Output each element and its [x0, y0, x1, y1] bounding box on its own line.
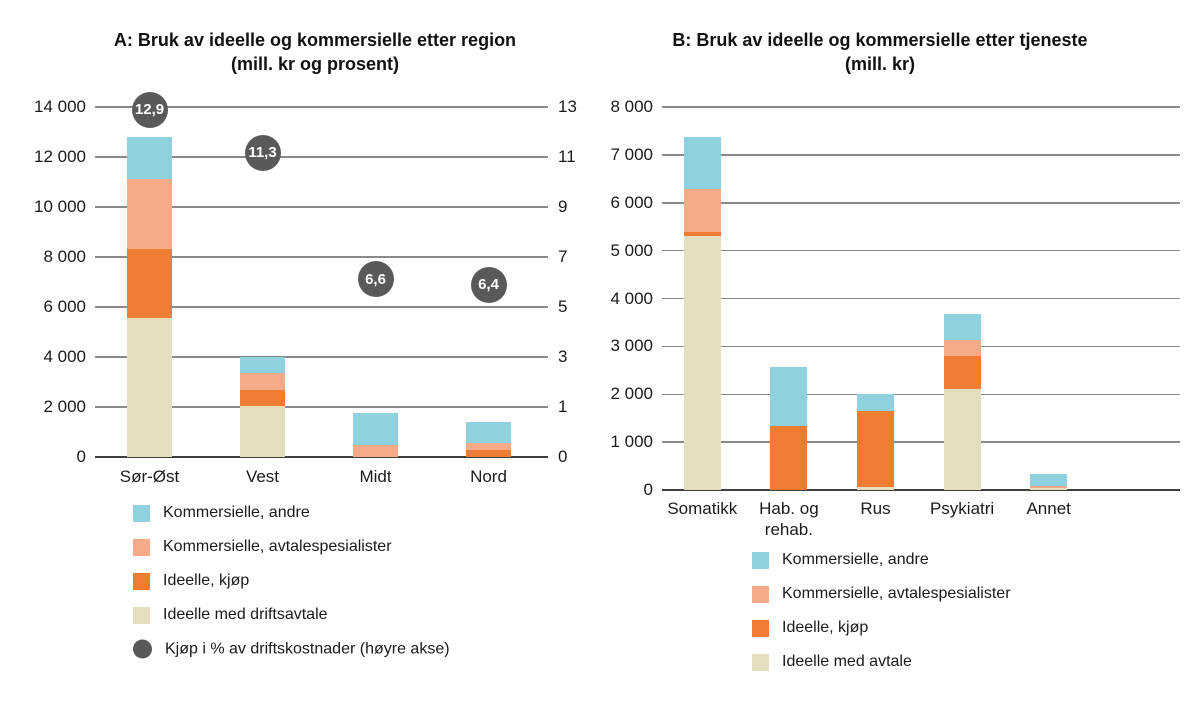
x-axis-category-label: Annet [1026, 499, 1071, 518]
x-axis-category-label: Rus [860, 499, 891, 518]
bar-segment [770, 426, 807, 490]
legend-swatch [752, 654, 769, 671]
bar-segment [944, 356, 981, 389]
legend-swatch [133, 607, 150, 624]
chart-title-a-line2: (mill. kr og prosent) [230, 54, 399, 74]
percent-marker: 6,4 [471, 267, 507, 303]
legend-item-label: Kommersielle, andre [163, 504, 310, 521]
gridline [662, 394, 1180, 396]
gridline [662, 202, 1180, 204]
bar-segment [857, 487, 894, 490]
gridline [662, 441, 1180, 443]
bar-segment [466, 450, 511, 458]
bar-segment [684, 236, 721, 490]
legend-item-label: Ideelle med avtale [782, 653, 912, 670]
gridline [662, 346, 1180, 348]
y-axis-left-tick-label: 3 000 [610, 336, 653, 356]
y-axis-left-tick-label: 1 000 [610, 432, 653, 452]
bar-segment [944, 340, 981, 356]
y-axis-left-tick-label: 12 000 [34, 147, 86, 166]
legend-swatch [133, 573, 150, 590]
y-axis-left-tick-label: 10 000 [34, 197, 86, 216]
y-axis-right-tick-label: 9 [558, 197, 568, 216]
chart-title-a [75, 28, 555, 76]
y-axis-left-tick-label: 2 000 [43, 397, 86, 416]
bar-segment [1030, 488, 1067, 490]
y-axis-right-tick-label: 13 [558, 97, 577, 116]
bar-segment [1030, 486, 1067, 487]
percent-marker: 6,6 [358, 261, 394, 297]
y-axis-left-tick-label: 14 000 [34, 97, 86, 116]
legend-item [133, 640, 450, 659]
y-axis-right-tick-label: 0 [558, 447, 568, 466]
y-axis-right-tick-label: 3 [558, 347, 568, 366]
y-axis-left-tick-label: 6 000 [610, 192, 653, 212]
bar-segment [466, 443, 511, 450]
y-axis-left-tick-label: 2 000 [610, 384, 653, 404]
chart-title-b [640, 28, 1120, 76]
legend-swatch [752, 586, 769, 603]
y-axis-left-tick-label: 8 000 [43, 247, 86, 266]
y-axis-right-tick-label: 11 [558, 147, 576, 166]
chart-title-a-line1: A: Bruk av ideelle og kommersielle etter region [113, 30, 517, 50]
legend-item-label: Kommersielle, avtalespesialister [163, 538, 392, 555]
legend-item-label: Kommersielle, avtalespesialister [782, 585, 1011, 602]
y-axis-left-tick-label: 4 000 [610, 288, 653, 308]
percent-marker: 12,9 [132, 92, 168, 128]
bar-segment [353, 413, 398, 445]
legend-item [133, 572, 249, 590]
bar-segment [684, 189, 721, 232]
legend-item-label: Ideelle, kjøp [782, 619, 869, 636]
y-axis-left-tick-label: 0 [643, 480, 653, 499]
legend-item [752, 653, 912, 671]
bar-segment [127, 318, 172, 457]
x-axis-category-label: Midt [359, 467, 392, 486]
legend-swatch [133, 539, 150, 556]
bar-segment [240, 357, 285, 373]
percent-marker: 11,3 [245, 135, 281, 171]
x-axis-category-label: Hab. og rehab. [759, 499, 819, 539]
legend-item-label: Ideelle med driftsavtale [163, 606, 328, 623]
bar-segment [127, 137, 172, 179]
y-axis-left-tick-label: 4 000 [43, 347, 86, 366]
bar-segment [127, 249, 172, 318]
x-axis-line [662, 489, 1180, 491]
x-axis-category-label: Nord [470, 467, 507, 486]
bar-segment [944, 389, 981, 490]
bar-segment [240, 390, 285, 406]
legend-item [752, 551, 929, 569]
legend-swatch [752, 620, 769, 637]
y-axis-right-tick-label: 1 [558, 397, 568, 416]
gridline [662, 298, 1180, 300]
bar-segment [944, 314, 981, 339]
y-axis-right-tick-label: 7 [558, 247, 568, 266]
y-axis-left-tick-label: 8 000 [610, 97, 653, 116]
bar-segment [353, 445, 398, 457]
legend-item-label: Kommersielle, andre [782, 551, 929, 568]
legend-item-label: Ideelle, kjøp [163, 572, 250, 589]
bar-segment [684, 137, 721, 189]
legend-item-label: Kjøp i % av driftskostnader (høyre akse) [165, 640, 450, 657]
legend-swatch [133, 640, 152, 659]
legend-swatch [133, 505, 150, 522]
bar-segment [684, 232, 721, 235]
x-axis-category-label: Somatikk [667, 499, 738, 518]
chart-title-b-line2: (mill. kr) [844, 54, 915, 74]
bar-segment [127, 179, 172, 249]
y-axis-left-tick-label: 7 000 [610, 144, 653, 164]
bar-segment [466, 422, 511, 443]
legend-swatch [752, 552, 769, 569]
legend-item [133, 538, 392, 556]
bar-segment [857, 394, 894, 412]
y-axis-left-tick-label: 6 000 [43, 297, 86, 316]
y-axis-left-tick-label: 5 000 [610, 240, 653, 260]
legend-item [752, 585, 1011, 603]
x-axis-category-label: Psykiatri [929, 499, 995, 518]
legend-item [752, 619, 868, 637]
y-axis-right-tick-label: 5 [558, 297, 568, 316]
gridline [662, 106, 1180, 108]
bar-segment [770, 367, 807, 426]
bar-segment [1030, 474, 1067, 486]
legend-item [133, 504, 310, 522]
bar-segment [857, 411, 894, 487]
x-axis-category-label: Vest [245, 467, 280, 486]
bar-segment [240, 406, 285, 457]
gridline [662, 154, 1180, 156]
x-axis-category-label: Sør-Øst [119, 467, 180, 486]
bar-segment [240, 373, 285, 391]
gridline [662, 250, 1180, 252]
legend-item [133, 606, 328, 624]
chart-title-b-line1: B: Bruk av ideelle og kommersielle etter tjeneste [672, 30, 1088, 50]
y-axis-left-tick-label: 0 [76, 447, 86, 466]
